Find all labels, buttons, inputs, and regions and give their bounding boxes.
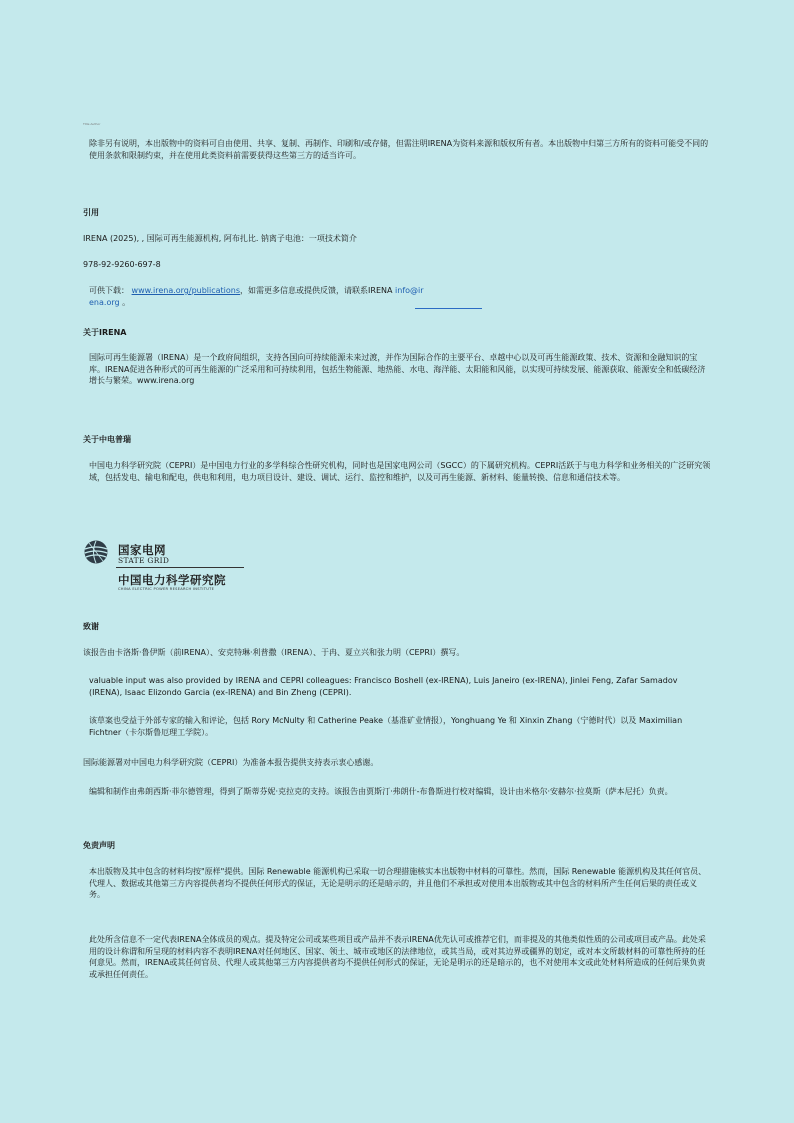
state-grid-en: STATE GRID	[118, 556, 170, 565]
citation-text: IRENA (2025), , 国际可再生能源机构, 阿布扎比. 钠离子电池：一项技术简介	[83, 234, 357, 243]
about-irena-text: 国际可再生能源署（IRENA）是一个政府间组织，支持各国向可持续能源未来过渡，并作为国际合作的主要平台、卓越中心以及可再生能源政策、技术、资源和金融知识的宝库。IRENA促进各种形式的可再生能源的广泛采用和可持续利用，包括生物能源、地热能、水电、海洋能、太阳能和风能，以实现可持续发展、能源获取、能源安全和低碳经济增长与繁荣。www.irena.org	[89, 353, 706, 385]
ack-p2: valuable input was also provided by IRENA and CEPRI colleagues: Francisco Boshell (ex-IRENA), Luis Janeiro (ex-IRENA), Jinlei Feng, Zafar Samadov (IRENA), Isaac Elizondo Garcia (ex-IRENA) and Bin Zheng (CEPRI).	[89, 676, 678, 697]
cepri-en: CHINA ELECTRIC POWER RESEARCH INSTITUTE	[118, 587, 215, 591]
state-grid-cepri-logo	[83, 539, 253, 595]
isbn: 978-92-9260-697-8	[83, 260, 161, 269]
download-mid: ，如需更多信息或提供反馈，请联系IRENA	[240, 286, 393, 295]
email-link-part2[interactable]: ena.org	[89, 297, 120, 307]
download-line	[89, 285, 489, 308]
cepri-cn: 中国电力科学研究院	[118, 573, 226, 587]
ack-p4: 国际能源署对中国电力科学研究院（CEPRI）为准备本报告提供支持表示衷心感谢。	[83, 758, 379, 767]
download-prefix: 可供下载：	[89, 286, 129, 295]
tiny-mark: Title Author	[83, 122, 101, 126]
state-grid-cn: 国家电网	[118, 543, 166, 557]
email-underline	[415, 308, 482, 309]
acknowledgements-heading: 致谢	[83, 622, 99, 631]
ack-p3: 该草案也受益于外部专家的输入和评论，包括 Rory McNulty 和 Catherine Peake（基准矿业情报），Yonghuang Ye 和 Xinxin Zhang（宁德时代）以及 Maximilian Fichtner（卡尔斯鲁厄理工学院）。	[89, 716, 683, 737]
publications-link[interactable]: www.irena.org/publications	[131, 286, 241, 295]
about-cepri-text: 中国电力科学研究院（CEPRI）是中国电力行业的多学科综合性研究机构，同时也是国家电网公司（SGCC）的下属研究机构。CEPRI活跃于与电力科学和业务相关的广泛研究领域，包括发电、输电和配电，供电和利用，电力项目设计、建设、调试、运行、监控和维护，以及可再生能源、新材料、能量转换、信息和通信技术等。	[89, 461, 711, 482]
copyright-notice: 除非另有说明，本出版物中的资料可自由使用、共享、复制、再制作、印刷和/或存储，但需注明IRENA为资料来源和版权所有者。本出版物中归第三方所有的资料可能受不同的使用条款和限制约束，并在使用此类资料前需要获得这些第三方的适当许可。	[89, 139, 709, 160]
logo-divider	[116, 567, 244, 568]
citation-heading: 引用	[83, 208, 99, 217]
about-irena-heading: 关于IRENA	[83, 328, 127, 337]
email-link-part1[interactable]: info@ir	[395, 286, 424, 295]
ack-p5: 编辑和制作由弗朗西斯·菲尔德管理，得到了斯蒂芬妮·克拉克的支持。该报告由贾斯汀·弗朗什-布鲁斯进行校对编辑，设计由米格尔·安赫尔·拉莫斯（萨本尼托）负责。	[89, 787, 673, 796]
state-grid-globe-icon	[83, 539, 111, 567]
about-cepri-heading: 关于中电普瑞	[83, 435, 131, 444]
disclaimer-p1: 本出版物及其中包含的材料均按"原样"提供。国际 Renewable 能源机构已采取一切合理措施核实本出版物中材料的可靠性。然而，国际 Renewable 能源机构及其任何官员、代理人、数据或其他第三方内容提供者均不提供任何形式的保证，无论是明示的还是暗示的，并且他们不承担或对使用本出版物或其中包含的材料所产生任何后果的责任或义务。	[89, 867, 707, 899]
download-suffix: 。	[122, 297, 131, 307]
disclaimer-p2: 此处所含信息不一定代表IRENA全体成员的观点。提及特定公司或某些项目或产品并不表示IRENA优先认可或推荐它们，而非提及的其他类似性质的公司或项目或产品。此处采用的设计称谓和所呈现的材料内容不表明IRENA对任何地区、国家、领土、城市或地区的法律地位，或其当局，或对其边界或疆界的划定，或对本文所载材料的可靠性所持的任何意见。然而，IRENA或其任何官员、代理人或其他第三方内容提供者均不提供任何形式的保证，无论是明示的还是暗示的，也不对使用本文或此处材料所造成的任何后果负责或承担任何责任。	[89, 935, 706, 979]
disclaimer-heading: 免责声明	[83, 841, 115, 850]
ack-p1: 该报告由卡洛斯·鲁伊斯（前IRENA）、安克特琳·利普撒（IRENA）、于冉、夏立兴和张力明（CEPRI）撰写。	[83, 648, 465, 657]
